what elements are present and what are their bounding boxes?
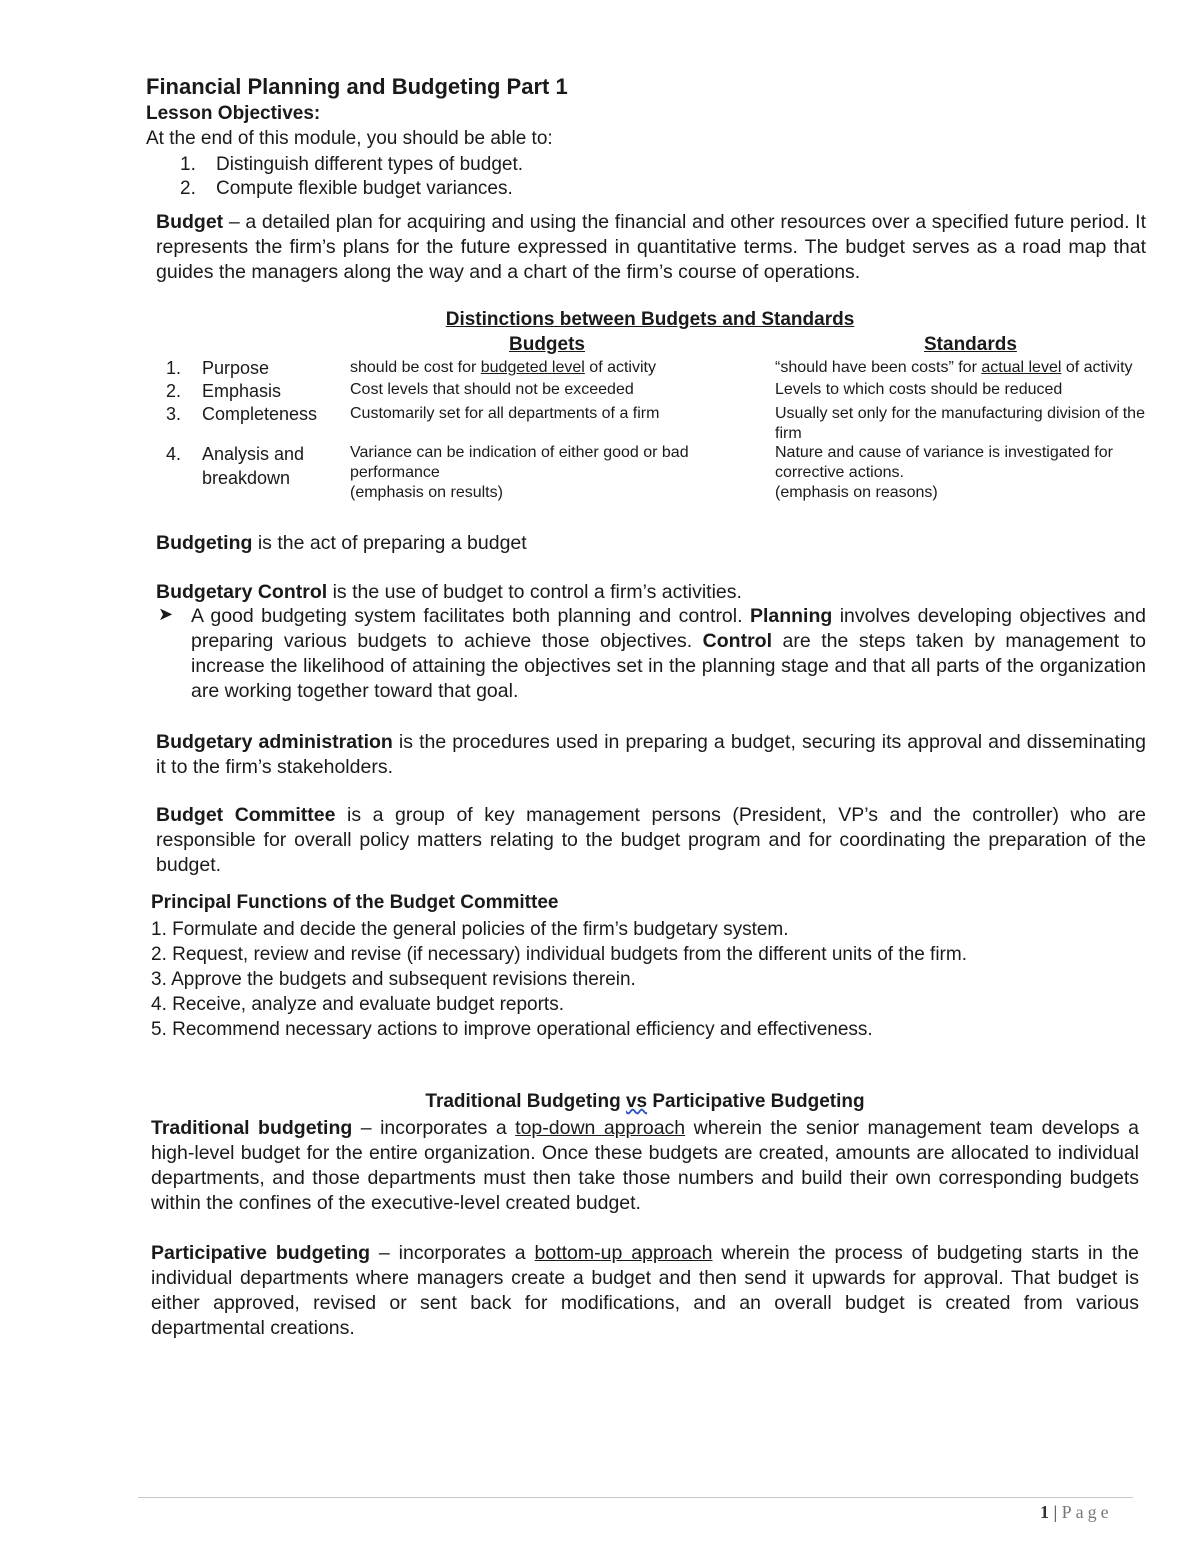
budgetary-control-bullet: A good budgeting system facilitates both planning and control. Planning involves developing objectives and preparing various budgets to achieve those objectives. Control are the steps taken by management to increase the likelihood of attaining the objectives set in the planning stage and that all parts of the organization are working together toward that goal.: [191, 605, 1147, 702]
budget-committee-definition: Budget Committee is a group of key management persons (President, VP’s and the controller) who are responsible for overall policy matters relating to the budget program and for coordinating the preparation of the budget.: [156, 804, 1146, 876]
budgetary-control-definition: Budgetary Control is the use of budget to control a firm’s activities.: [156, 581, 742, 603]
principal-functions-title: Principal Functions of the Budget Committee: [151, 892, 559, 913]
trad-vs-part-title: Traditional Budgeting vs Participative Budgeting: [425, 1091, 865, 1112]
footer-divider: [138, 1497, 1133, 1498]
objectives-list: [180, 153, 523, 201]
arrow-bullet-icon: ➤: [158, 604, 174, 624]
budget-definition: Budget – a detailed plan for acquiring and using the financial and other resources over a specified future period. It represents the firm’s plans for the future expressed in quantitative terms. The budget serves as a road map that guides the managers along the way and a chart of the firm’s course of operations.: [156, 211, 1146, 283]
document-title: Financial Planning and Budgeting Part 1: [146, 74, 568, 99]
page-footer: 1 | Page: [1040, 1502, 1113, 1522]
list-item: 1. Distinguish different types of budget.: [180, 154, 524, 175]
list-item: 1. Formulate and decide the general policies of the firm’s budgetary system.: [151, 919, 789, 940]
objectives-intro: At the end of this module, you should be able to:: [146, 128, 553, 149]
standards-column-header: Standards: [924, 334, 1017, 355]
list-item: 5. Recommend necessary actions to improve operational efficiency and effectiveness.: [151, 1019, 873, 1040]
principal-functions-list: [151, 917, 967, 1042]
list-item: 4. Receive, analyze and evaluate budget reports.: [151, 994, 564, 1015]
objectives-heading: Lesson Objectives:: [146, 103, 321, 124]
list-item: 2. Compute flexible budget variances.: [180, 178, 513, 199]
document-page: Financial Planning and Budgeting Part 1 Lesson Objectives: At the end of this module, you should be able to: 1. Distinguish different types of budget. 2. Compute flexible budget variances. Budget – a detailed plan for acquiring and using the financial and other resources over a specified future period. It represents the firm’s plans for the future expressed in quantitative terms. The budget serves as a road map that guides the managers along the way and a chart of the firm’s course of operations. Distinctions between Budgets and Standards Budgets Standards 1. Purpose should be cost for budgeted level of activity “should have been costs” for actual level of activity 2. Emphasis Cost levels that should not be exceeded Levels to which costs should be reduced 3. Completeness Customarily set for all departments of a firm Usually set only for the manufacturing division of the firm 4. Analysis and breakdown Variance can be indication of either good or bad performance (emphasis on results) Nature and cause of variance is investigated for corrective actions. (emphasis on reasons) Budgeting is the act of preparing a budget Budgetary Control is the use of budget to control a firm’s activities. ➤ A good budgeting system facilitates both planning and control. Planning involves developing objectives and preparing various budgets to achieve those objectives. Control are the steps taken by management to increase the likelihood of attaining the objectives set in the planning stage and that all parts of the organization are working together toward that goal. Budgetary administration is the procedures used in preparing a budget, securing its approval and disseminating it to the firm’s stakeholders. Budget Committee is a group of key management persons (President, VP’s and the controller) who are responsible for overall policy matters relating to the budget program and for coordinating the preparation of the budget. Principal Functions of the Budget Committee 1. Formulate and decide the general policies of the firm’s budgetary system. 2. Request, review and revise (if necessary) individual budgets from the different units of the firm. 3. Approve the budgets and subsequent revisions therein. 4. Receive, analyze and evaluate budget reports. 5. Recommend necessary actions to improve operational efficiency and effectiveness. Traditional Budgeting vs Participative Budgeting Traditional budgeting – incorporates a top-down approach wherein the senior management team develops a high-level budget for the entire organization. Once these budgets are created, amounts are allocated to individual departments, and those departments must then take those numbers and build their own corresponding budgets within the confines of the executive-level created budget. Participative budgeting – incorporates a bottom-up approach wherein the process of budgeting starts in the individual departments where managers create a budget and then send it upwards for approval. That budget is either approved, revised or sent back for modifications, and an overall budget is created from various departmental creations. 1 | Page: [0, 0, 1200, 1553]
distinctions-title: Distinctions between Budgets and Standards: [445, 309, 855, 330]
budgets-column-header: Budgets: [509, 334, 585, 355]
list-item: 3. Approve the budgets and subsequent revisions therein.: [151, 969, 636, 990]
budgeting-definition: Budgeting is the act of preparing a budget: [156, 532, 527, 554]
budgetary-admin-definition: Budgetary administration is the procedures used in preparing a budget, securing its approval and disseminating it to the firm’s stakeholders.: [156, 731, 1146, 778]
traditional-budgeting-paragraph: Traditional budgeting – incorporates a top-down approach wherein the senior management team develops a high-level budget for the entire organization. Once these budgets are created, amounts are allocated to individual departments, and those departments must then take those numbers and build their own corresponding budgets within the confines of the executive-level created budget.: [151, 1117, 1139, 1214]
list-item: 2. Request, review and revise (if necessary) individual budgets from the different units of the firm.: [151, 944, 967, 965]
participative-budgeting-paragraph: Participative budgeting – incorporates a bottom-up approach wherein the process of budgeting starts in the individual departments where managers create a budget and then send it upwards for approval. That budget is either approved, revised or sent back for modifications, and an overall budget is created from various departmental creations.: [151, 1242, 1139, 1339]
